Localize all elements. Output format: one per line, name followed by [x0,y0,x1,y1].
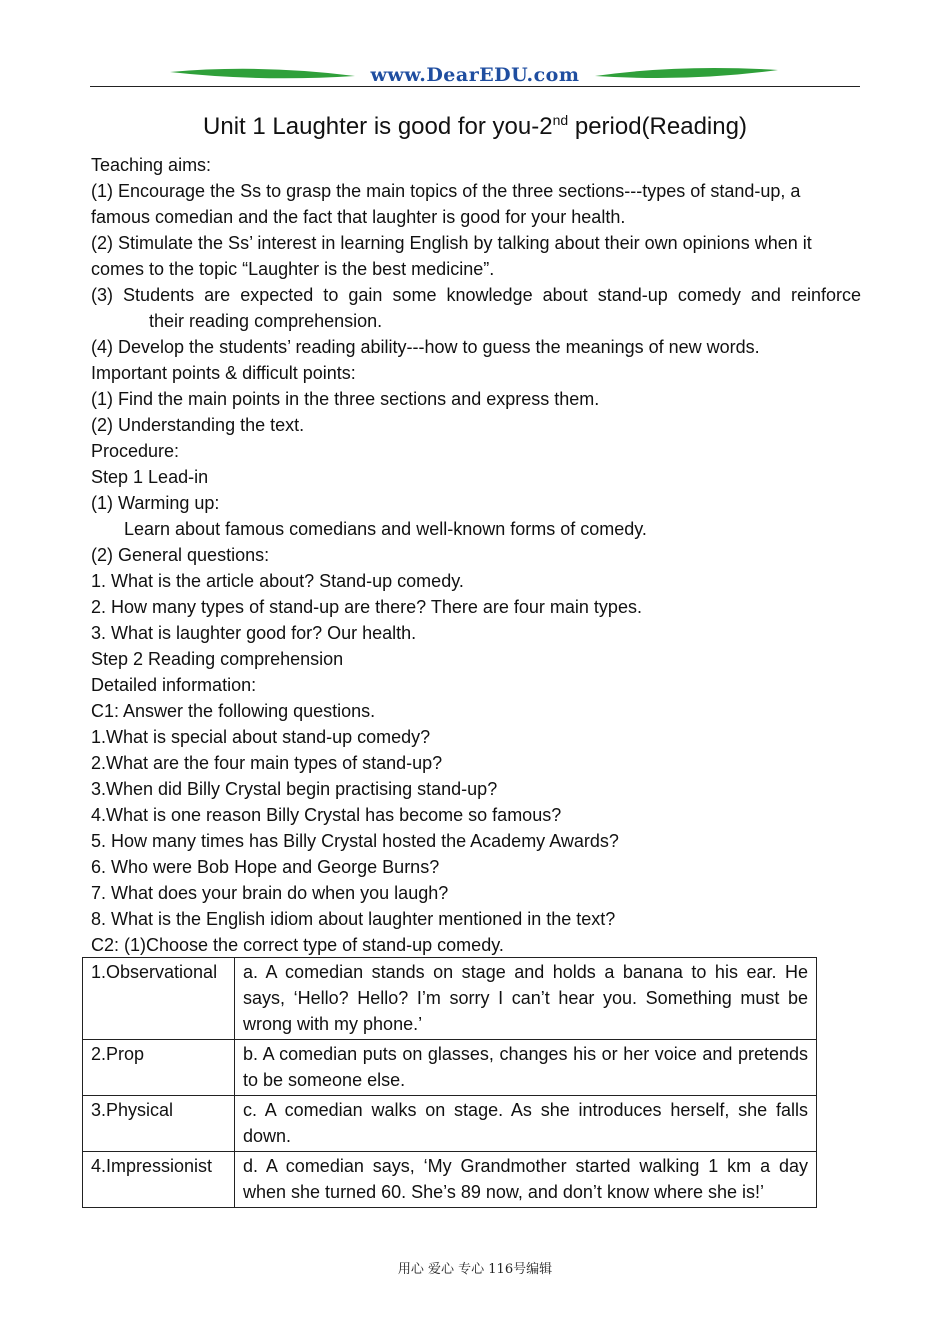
comedy-type-cell: 2.Prop [83,1040,235,1096]
text-line: their reading comprehension. [149,311,383,331]
title-main: Unit 1 Laughter is good for you-2 [203,113,553,140]
text-line: Step 1 Lead-in [91,467,209,487]
text-line: 2.What are the four main types of stand-up? [91,753,443,773]
page-title [90,112,860,141]
comedy-types-table [82,957,817,1208]
text-line: (2) General questions: [91,545,270,565]
text-line: (2) Stimulate the Ss’ interest in learning English by talking about their own opinions when it [91,233,812,253]
table-row [83,958,817,1040]
text-line: Important points & difficult points: [91,363,356,383]
table-row [83,1096,817,1152]
comedy-type-cell: 3.Physical [83,1096,235,1152]
comedy-description-cell: c. A comedian walks on stage. As she introduces herself, she falls down. [235,1096,817,1152]
text-line: Procedure: [91,441,180,461]
page-footer: 用心 爱心 专心 116号编辑 [397,1262,553,1277]
text-line: famous comedian and the fact that laughter is good for your health. [91,207,626,227]
comedy-type-cell: 1.Observational [83,958,235,1040]
table-row [83,1152,817,1208]
text-line: C1: Answer the following questions. [91,701,376,721]
text-line: (1) Encourage the Ss to grasp the main topics of the three sections---types of stand-up, a [91,181,801,201]
comedy-description-cell: a. A comedian stands on stage and holds a banana to his ear. He says, ‘Hello? Hello? I’m sorry I can’t hear you. Something must be wrong with my phone.’ [235,958,817,1040]
text-line: 3.When did Billy Crystal begin practising stand-up? [91,779,498,799]
page-header [90,62,860,92]
text-line: (1) Find the main points in the three sections and express them. [91,389,600,409]
comedy-description-cell: d. A comedian says, ‘My Grandmother started walking 1 km a day when she turned 60. She’s 89 now, and don’t know where she is!’ [235,1152,817,1208]
text-line: 6. Who were Bob Hope and George Burns? [91,857,440,877]
text-line: (1) Warming up: [91,493,220,513]
text-line: 7. What does your brain do when you laugh? [91,883,449,903]
header-rule [90,86,860,87]
text-line: comes to the topic “Laughter is the best medicine”. [91,259,495,279]
site-logo: www.DearEDU.com [370,64,580,86]
text-line: 4.What is one reason Billy Crystal has become so famous? [91,805,562,825]
text-line: Step 2 Reading comprehension [91,649,344,669]
text-line: 1. What is the article about? Stand-up comedy. [91,571,464,591]
table-row [83,1040,817,1096]
text-line: 2. How many types of stand-up are there? There are four main types. [91,597,642,617]
title-rest: period(Reading) [568,113,747,140]
text-line: (2) Understanding the text. [91,415,305,435]
title-superscript: nd [552,112,569,128]
text-line: 3. What is laughter good for? Our health. [91,623,417,643]
text-line: Learn about famous comedians and well-known forms of comedy. [124,519,647,539]
text-line: Teaching aims: [91,155,212,175]
text-line: C2: (1)Choose the correct type of stand-up comedy. [91,935,504,955]
comedy-description-cell: b. A comedian puts on glasses, changes his or her voice and pretends to be someone else. [235,1040,817,1096]
text-line: 1.What is special about stand-up comedy? [91,727,431,747]
document-body [91,152,861,958]
text-line: 8. What is the English idiom about laughter mentioned in the text? [91,909,616,929]
text-line: Detailed information: [91,675,257,695]
text-line: 5. How many times has Billy Crystal hosted the Academy Awards? [91,831,619,851]
text-line: (4) Develop the students’ reading ability---how to guess the meanings of new words. [91,337,760,357]
comedy-type-cell: 4.Impressionist [83,1152,235,1208]
text-line: (3) Students are expected to gain some knowledge about stand-up comedy and reinforce [91,285,861,305]
